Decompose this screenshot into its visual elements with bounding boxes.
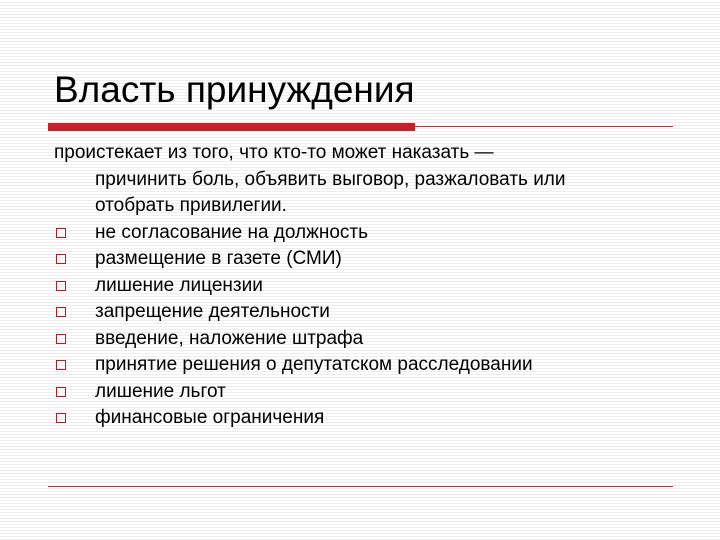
hollow-square-bullet-icon <box>56 360 66 370</box>
bullet-item <box>54 352 684 379</box>
hollow-square-bullet-icon <box>56 334 66 344</box>
bullet-text: не согласование на должность <box>95 221 368 243</box>
bullet-text: финансовые ограничения <box>95 407 325 428</box>
slide-title: Власть принуждения <box>54 69 415 110</box>
title-thin-line <box>415 126 673 127</box>
bullet-item <box>54 220 684 247</box>
bullet-text: запрещение деятельности <box>95 301 330 322</box>
bullet-item <box>54 246 684 273</box>
bullet-item <box>54 273 684 300</box>
hollow-square-bullet-icon <box>56 387 66 397</box>
hollow-square-bullet-icon <box>56 413 66 423</box>
bullet-item <box>54 326 684 353</box>
bullet-list <box>54 220 684 432</box>
hollow-square-bullet-icon <box>56 307 66 317</box>
intro-paragraph: проистекает из того, что кто-то может наказать — причинить боль, объявить выговор, разжаловать или отобрать привилегии. <box>54 142 566 216</box>
bullet-item <box>54 299 684 326</box>
bullet-text: лишение лицензии <box>95 274 263 296</box>
bullet-item <box>54 405 684 432</box>
hollow-square-bullet-icon <box>56 228 66 238</box>
hollow-square-bullet-icon <box>56 281 66 291</box>
bullet-item <box>54 379 684 406</box>
slide-body <box>54 140 684 432</box>
bullet-text: лишение льгот <box>95 380 226 402</box>
title-accent-bar <box>48 123 415 131</box>
hollow-square-bullet-icon <box>56 254 66 264</box>
bullet-text: принятие решения о депутатском расследовании <box>95 354 533 375</box>
bullet-text: размещение в газете (СМИ) <box>95 248 342 269</box>
title-divider <box>48 123 673 131</box>
footer-divider <box>48 486 673 487</box>
bullet-text: введение, наложение штрафа <box>95 327 364 349</box>
